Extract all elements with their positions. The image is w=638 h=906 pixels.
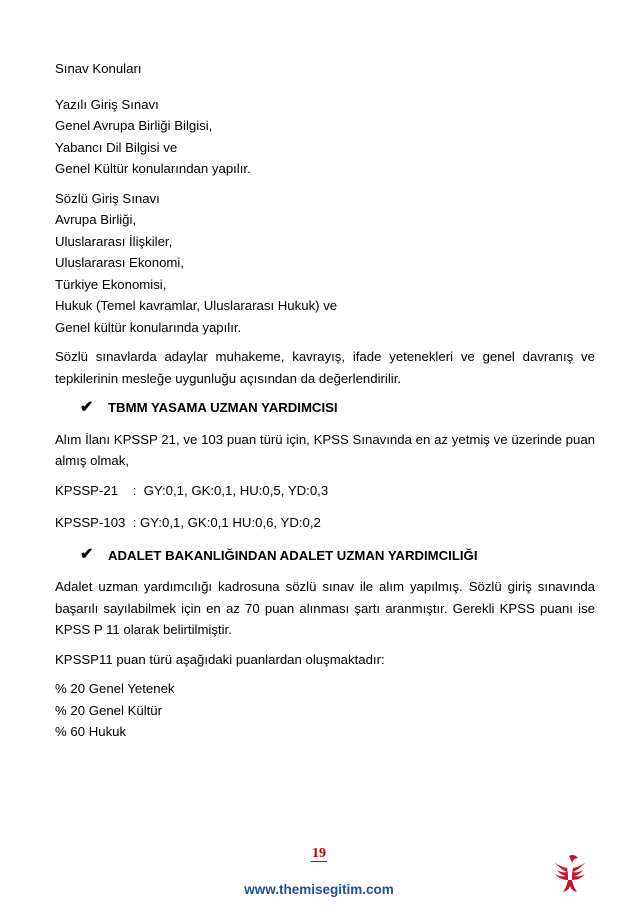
oral-exam-title: Sözlü Giriş Sınavı [55, 190, 160, 206]
tbmm-heading: TBMM YASAMA UZMAN YARDIMCISI [108, 400, 338, 415]
tbmm-score-line: KPSSP-103 : GY:0,1, GK:0,1 HU:0,6, YD:0,2 [55, 515, 321, 530]
tbmm-intro-paragraph: Alım İlanı KPSSP 21, ve 103 puan türü için, KPSS Sınavında en az yetmiş ve üzerinde puan almış olmak, [55, 431, 595, 468]
weight-item: % 20 Genel Kültür [55, 702, 163, 718]
oral-exam-block [55, 188, 595, 339]
page-number [0, 846, 638, 862]
adalet-heading-row [80, 545, 595, 567]
adalet-intro-paragraph: Adalet uzman yardımcılığı kadrosuna sözlü sınav ile alım yapılmış. Sözlü giriş sınavında başarılı sayılabilmek için en az 70 puan alınması şartı aranmıştır. Gerekli KPSS puanı ise KPSS P 11 olarak belirtilmiştir. [55, 579, 595, 637]
oral-exam-topic: Hukuk (Temel kavramlar, Uluslararası Hukuk) ve [55, 298, 338, 313]
oral-exam-topic: Genel kültür konularında yapılır. [55, 319, 242, 335]
section-heading: Sınav Konuları [55, 61, 142, 76]
oral-exam-topic: Uluslararası Ekonomi, [55, 255, 184, 270]
written-exam-topic: Genel Kültür konularından yapılır. [55, 161, 251, 176]
website-link[interactable]: www.themisegitim.com [244, 882, 394, 897]
oral-exam-topic: Türkiye Ekonomisi, [55, 276, 167, 292]
tbmm-heading-row [80, 397, 595, 419]
written-exam-topic: Yabancı Dil Bilgisi ve [55, 139, 178, 155]
page-content [55, 58, 595, 751]
tbmm-score-line: KPSSP-21 : GY:0,1, GK:0,1, HU:0,5, YD:0,3 [55, 482, 329, 498]
oral-evaluation-paragraph: Sözlü sınavlarda adaylar muhakeme, kavrayış, ifade yetenekleri ve genel davranış ve tepkilerinin mesleğe uygunluğu açısından da değerlendirilir. [55, 349, 595, 386]
written-exam-topic: Genel Avrupa Birliği Bilgisi, [55, 118, 213, 133]
kpssp11-weights [55, 678, 595, 743]
adalet-heading: ADALET BAKANLIĞINDAN ADALET UZMAN YARDIMCILIĞI [108, 547, 478, 563]
written-exam-block [55, 94, 595, 180]
checkmark-icon: ✔ [80, 546, 94, 564]
checkmark-icon: ✔ [80, 398, 94, 416]
kpssp11-intro: KPSSP11 puan türü aşağıdaki puanlardan oluşmaktadır: [55, 651, 385, 667]
written-exam-title: Yazılı Giriş Sınavı [55, 96, 159, 112]
oral-exam-topic: Avrupa Birliği, [55, 212, 137, 227]
red-eagle-logo-icon [548, 852, 590, 896]
weight-item: % 20 Genel Yetenek [55, 681, 175, 696]
weight-item: % 60 Hukuk [55, 724, 127, 739]
page-number-value: 19 [312, 846, 326, 861]
oral-exam-topic: Uluslararası İlişkiler, [55, 233, 173, 249]
